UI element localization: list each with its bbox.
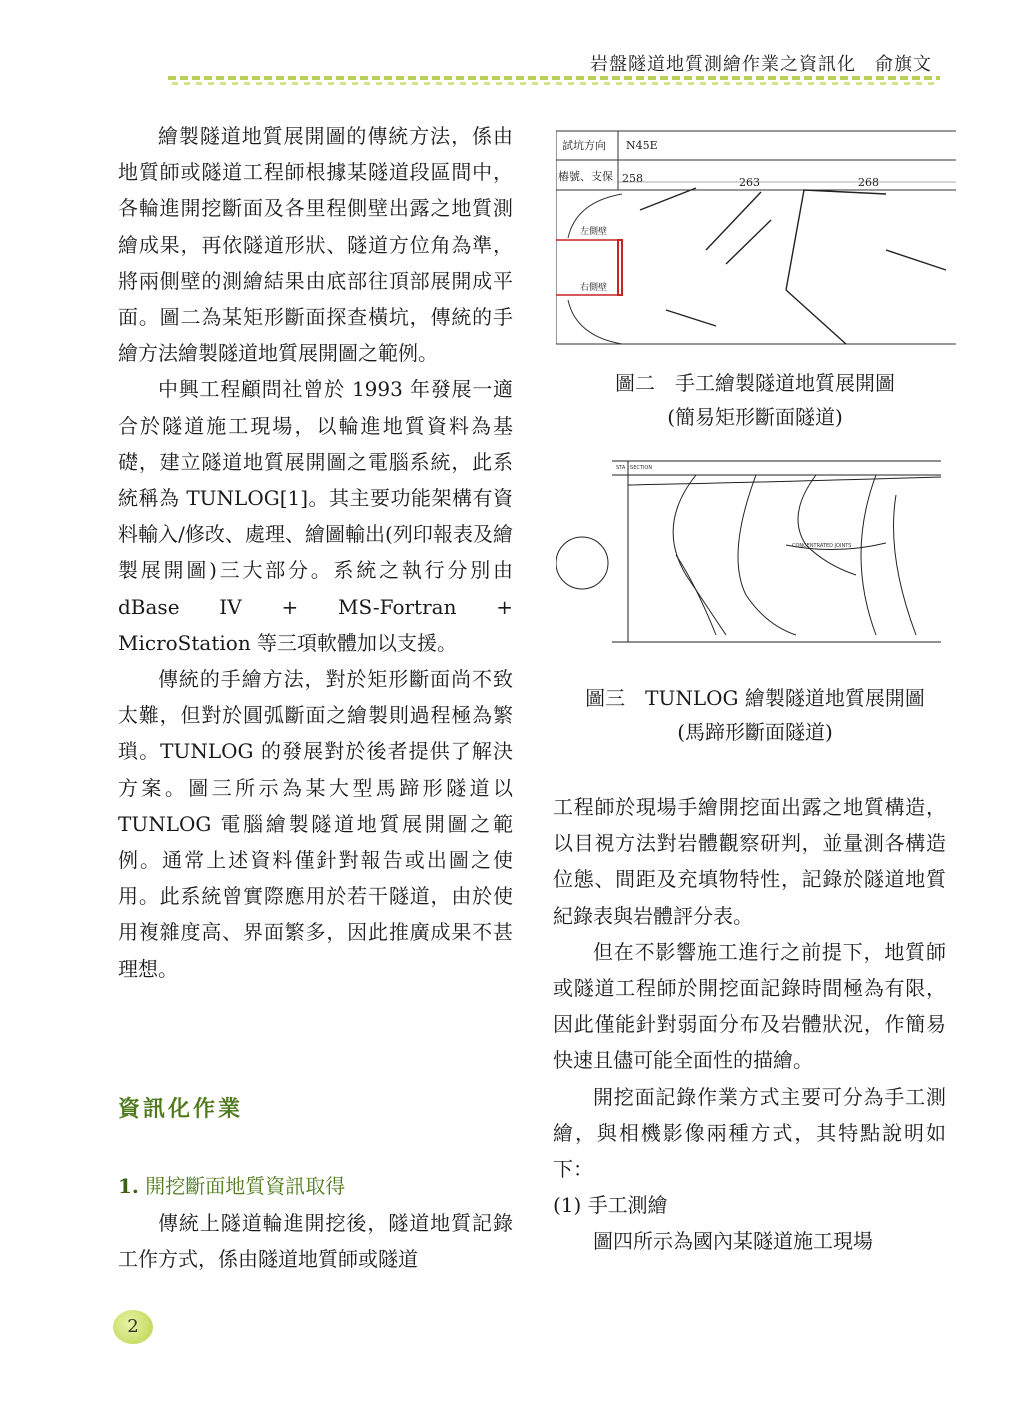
fig2-row1-label: 試坑方向 bbox=[562, 139, 606, 152]
figure-3-caption-line2: (馬蹄形斷面隧道) bbox=[677, 720, 833, 744]
paragraph: 圖四所示為國內某隧道施工現場 bbox=[593, 1229, 873, 1254]
section-heading: 資訊化作業 bbox=[118, 1097, 244, 1122]
header-divider-secondary bbox=[168, 82, 940, 85]
figure-2-caption-line2: (簡易矩形斷面隧道) bbox=[667, 405, 843, 429]
fig2-station: 258 bbox=[622, 172, 643, 185]
paragraph: 傳統的手繪方法，對於矩形斷面尚不致太難，但對於圓弧斷面之繪製則過程極為繁瑣。TUNLOG 的發展對於後者提供了解決方案。圖三所示為某大型馬蹄形隧道以 TUNLOG 電腦繪製隧道地質展開圖之範例。通常上述資料僅針對報告或出圖之使用。此系統曾實際應用於若干隧道，由於使用複雜度高、界面繁多，因此推廣成果不甚理想。 bbox=[118, 667, 513, 981]
svg-text:CONCENTRATED JOINTS: CONCENTRATED JOINTS bbox=[792, 543, 852, 549]
paragraph: 中興工程顧問社曾於 1993 年發展一適合於隧道施工現場，以輪進地質資料為基礎，建立隧道地質展開圖之電腦系統，此系統稱為 TUNLOG[1]。其主要功能架構有資料輸入/修改、處理、繪圖輸出(列印報表及繪製展開圖)三大部分。系統之執行分別由 dBase IV + MS-Fortran + MicroStation 等三項軟體加以支援。 bbox=[118, 377, 513, 655]
figure-3-caption-line1: 圖三 TUNLOG 繪製隧道地質展開圖 bbox=[585, 686, 925, 710]
fig2-row1-value: N45E bbox=[626, 139, 658, 152]
header-divider bbox=[168, 76, 940, 80]
left-column-continued bbox=[118, 1205, 513, 1277]
fig2-station: 263 bbox=[739, 176, 760, 189]
fig2-side-label: 左側壁 bbox=[580, 227, 608, 237]
figure-3-tunlog-map bbox=[556, 435, 946, 647]
fig2-side-label: 右側壁 bbox=[580, 283, 608, 293]
fig2-row2-label: 樁號、支保 bbox=[558, 170, 613, 183]
figure-2-caption bbox=[560, 366, 950, 434]
paragraph: 工程師於現場手繪開挖面出露之地質構造，以目視方法對岩體觀察研判，並量測各構造位態、間距及充填物特性，記錄於隧道地質紀錄表與岩體評分表。 bbox=[553, 795, 946, 928]
paragraph: 但在不影響施工進行之前提下，地質師或隧道工程師於開挖面記錄時間極為有限，因此僅能針對弱面分布及岩體狀況，作簡易快速且儘可能全面性的描繪。 bbox=[553, 939, 946, 1073]
right-column bbox=[553, 789, 946, 1260]
subsection-number: 1. bbox=[118, 1174, 139, 1198]
figure-3-caption bbox=[560, 681, 950, 749]
page-number: 2 bbox=[113, 1310, 153, 1344]
svg-text:STA · SECTION: STA · SECTION bbox=[616, 465, 653, 471]
fig2-station: 268 bbox=[858, 176, 879, 189]
paragraph: 繪製隧道地質展開圖的傳統方法，係由地質師或隧道工程師根據某隧道段區間中，各輪進開挖斷面及各里程側壁出露之地質測繪成果，再依隧道形狀、隧道方位角為準，將兩側壁的測繪結果由底部往頂部展開成平面。圖二為某矩形斷面探查橫坑，傳統的手繪方法繪製隧道地質展開圖之範例。 bbox=[118, 124, 513, 366]
running-header: 岩盤隧道地質測繪作業之資訊化 俞旗文 bbox=[590, 54, 932, 75]
subsection-heading bbox=[118, 1170, 345, 1199]
paragraph: 開挖面記錄作業方式主要可分為手工測繪，與相機影像兩種方式，其特點說明如下： bbox=[553, 1084, 946, 1182]
list-item: (1) 手工測繪 bbox=[553, 1193, 668, 1218]
paragraph: 傳統上隧道輪進開挖後，隧道地質記錄工作方式，係由隧道地質師或隧道 bbox=[118, 1211, 513, 1272]
figure-2-caption-line1: 圖二 手工繪製隧道地質展開圖 bbox=[615, 371, 895, 395]
left-column bbox=[118, 118, 513, 987]
figure-2-hand-drawn-map bbox=[556, 130, 956, 348]
subsection-title: 開挖斷面地質資訊取得 bbox=[145, 1174, 346, 1198]
